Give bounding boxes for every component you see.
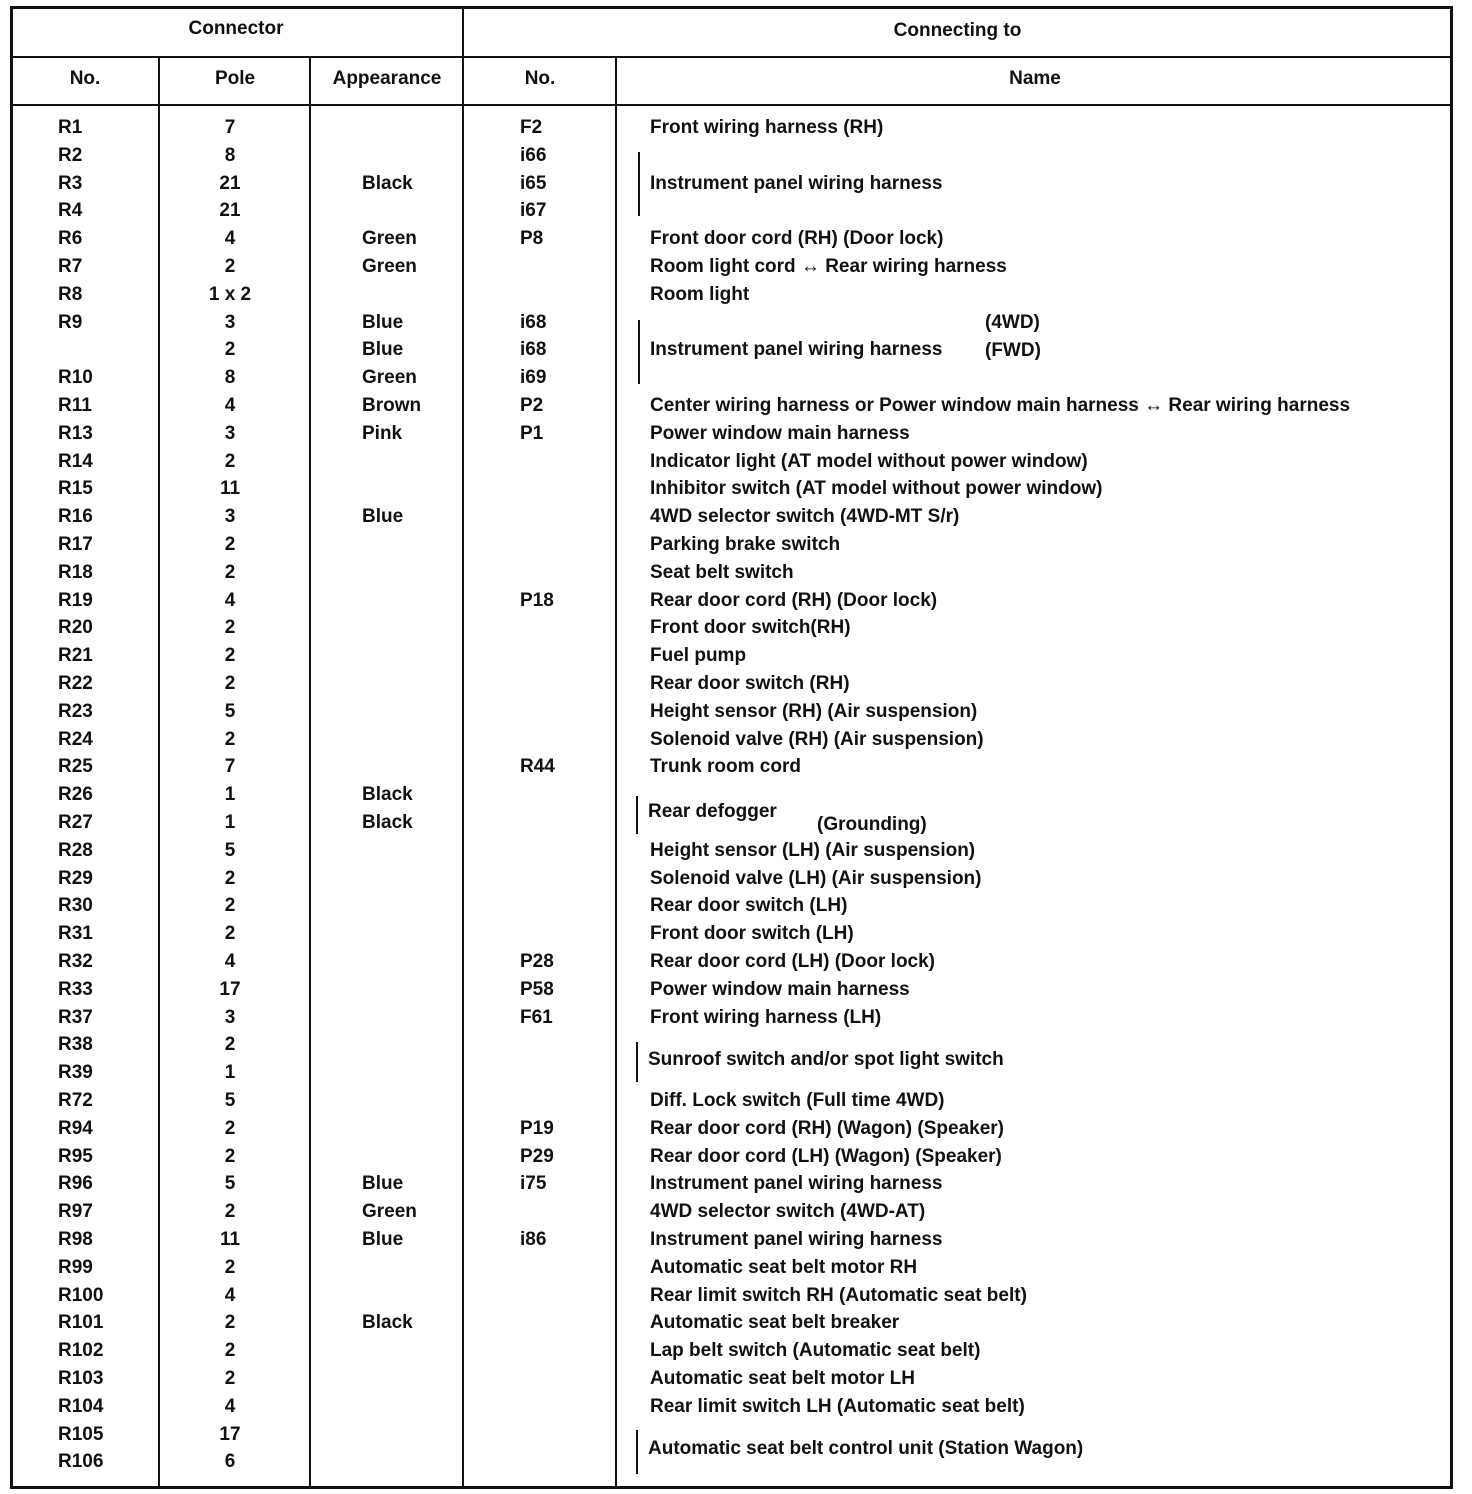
cell-name: 4WD selector switch (4WD-AT) [650, 1201, 926, 1222]
cell-connecting-no: F61 [520, 1007, 553, 1028]
cell-appearance: Black [362, 784, 413, 805]
cell-connector-no: R99 [58, 1257, 93, 1278]
cell-connector-no: R94 [58, 1118, 93, 1139]
cell-appearance: Blue [362, 1173, 404, 1194]
cell-appearance: Blue [362, 1229, 404, 1250]
cell-connector-no: R1 [58, 117, 83, 138]
cell-pole: 5 [224, 1173, 236, 1194]
cell-connector-no: R25 [58, 756, 93, 777]
note-rear-defogger: Rear defogger [648, 801, 777, 822]
cell-connector-no: R17 [58, 534, 93, 555]
cell-connector-no: R105 [58, 1424, 104, 1445]
cell-connecting-no: i69 [520, 367, 547, 388]
cell-connector-no: R23 [58, 701, 93, 722]
cell-name: Instrument panel wiring harness [650, 173, 943, 194]
cell-connector-no: R24 [58, 729, 93, 750]
cell-connector-no: R101 [58, 1312, 104, 1333]
cell-appearance: Brown [362, 395, 422, 416]
cell-connecting-no: P29 [520, 1146, 554, 1167]
cell-connecting-no: P58 [520, 979, 554, 1000]
cell-connecting-no: i68 [520, 339, 547, 360]
cell-pole: 2 [224, 1312, 236, 1333]
cell-name: Fuel pump [650, 645, 747, 666]
cell-pole: 11 [219, 478, 241, 499]
cell-connecting-no: P1 [520, 423, 544, 444]
cell-pole: 7 [224, 117, 236, 138]
brace-sunroof [636, 1042, 638, 1082]
cell-appearance: Black [362, 1312, 413, 1333]
cell-name: Rear limit switch RH (Automatic seat belt) [650, 1285, 1027, 1306]
cell-connector-no: R4 [58, 200, 83, 221]
divider-no-name [615, 56, 617, 1486]
divider-connector-connecting [462, 6, 464, 1486]
cell-connecting-no: i66 [520, 145, 547, 166]
cell-pole: 2 [224, 645, 236, 666]
cell-name: Height sensor (LH) (Air suspension) [650, 840, 976, 861]
cell-connector-no: R102 [58, 1340, 104, 1361]
cell-pole: 1 [224, 812, 236, 833]
cell-pole: 4 [224, 228, 236, 249]
cell-connector-no: R3 [58, 173, 83, 194]
brace-instrument-1 [638, 152, 640, 216]
cell-name: Power window main harness [650, 423, 910, 444]
cell-name: Room light [650, 284, 750, 305]
cell-connector-no: R31 [58, 923, 93, 944]
cell-connecting-no: i67 [520, 200, 547, 221]
cell-connector-no: R19 [58, 590, 93, 611]
cell-name: Rear door switch (LH) [650, 895, 848, 916]
cell-name: Automatic seat belt breaker [650, 1312, 900, 1333]
cell-pole: 2 [224, 562, 236, 583]
cell-pole: 2 [224, 895, 236, 916]
cell-pole: 5 [224, 701, 236, 722]
cell-pole: 4 [224, 1396, 236, 1417]
cell-connector-no: R10 [58, 367, 93, 388]
cell-pole: 3 [224, 423, 236, 444]
cell-pole: 5 [224, 1090, 236, 1111]
brace-instrument-2 [638, 320, 640, 384]
brace-seat-belt-unit [636, 1430, 638, 1474]
cell-pole: 1 [224, 1062, 236, 1083]
note-4wd: (4WD) [985, 312, 1040, 333]
cell-connector-no: R2 [58, 145, 83, 166]
cell-connecting-no: P8 [520, 228, 544, 249]
cell-connector-no: R22 [58, 673, 93, 694]
cell-pole: 2 [224, 1146, 236, 1167]
cell-name: Diff. Lock switch (Full time 4WD) [650, 1090, 945, 1111]
cell-pole: 8 [224, 145, 236, 166]
cell-connector-no: R9 [58, 312, 83, 333]
cell-connector-no: R106 [58, 1451, 104, 1472]
cell-pole: 2 [224, 729, 236, 750]
cell-connector-no: R33 [58, 979, 93, 1000]
cell-name: Seat belt switch [650, 562, 794, 583]
cell-connector-no: R104 [58, 1396, 104, 1417]
cell-pole: 1 [224, 784, 236, 805]
header-appearance: Appearance [332, 68, 442, 89]
note-seat-belt-unit: Automatic seat belt control unit (Station Wagon) [648, 1438, 1084, 1459]
cell-connector-no: R98 [58, 1229, 93, 1250]
cell-connector-no: R21 [58, 645, 93, 666]
cell-appearance: Black [362, 812, 413, 833]
cell-pole: 3 [224, 312, 236, 333]
cell-connector-no: R96 [58, 1173, 93, 1194]
cell-connector-no: R32 [58, 951, 93, 972]
cell-pole: 2 [224, 339, 236, 360]
cell-name: Solenoid valve (RH) (Air suspension) [650, 729, 984, 750]
cell-connector-no: R103 [58, 1368, 104, 1389]
cell-connector-no: R18 [58, 562, 93, 583]
cell-pole: 2 [224, 256, 236, 277]
cell-connector-no: R16 [58, 506, 93, 527]
cell-name: Automatic seat belt motor RH [650, 1257, 918, 1278]
cell-connector-no: R7 [58, 256, 83, 277]
cell-connecting-no: i75 [520, 1173, 547, 1194]
cell-appearance: Blue [362, 312, 404, 333]
note-sunroof: Sunroof switch and/or spot light switch [648, 1049, 1004, 1070]
cell-connector-no: R39 [58, 1062, 93, 1083]
cell-pole: 21 [219, 173, 241, 194]
cell-name: Rear door cord (RH) (Door lock) [650, 590, 938, 611]
header-connecting-no: No. [524, 68, 556, 89]
cell-name: Front wiring harness (RH) [650, 117, 884, 138]
cell-connector-no: R11 [58, 395, 92, 416]
cell-connector-no: R72 [58, 1090, 93, 1111]
cell-appearance: Black [362, 173, 413, 194]
cell-connecting-no: P19 [520, 1118, 554, 1139]
cell-pole: 5 [224, 840, 236, 861]
cell-connector-no: R15 [58, 478, 93, 499]
cell-name: 4WD selector switch (4WD-MT S/r) [650, 506, 960, 527]
cell-name: Rear door cord (LH) (Door lock) [650, 951, 936, 972]
cell-appearance: Green [362, 1201, 417, 1222]
cell-connector-no: R28 [58, 840, 93, 861]
cell-pole: 3 [224, 1007, 236, 1028]
cell-connecting-no: P28 [520, 951, 554, 972]
cell-name: Front door cord (RH) (Door lock) [650, 228, 944, 249]
header-name: Name [1009, 68, 1061, 89]
cell-connector-no: R38 [58, 1034, 93, 1055]
cell-pole: 2 [224, 1118, 236, 1139]
cell-pole: 17 [219, 979, 241, 1000]
cell-name: Rear door switch (RH) [650, 673, 850, 694]
cell-appearance: Blue [362, 339, 404, 360]
header-line-1 [10, 56, 1453, 58]
header-connector: Connector [188, 18, 284, 39]
header-line-2 [10, 104, 1453, 106]
cell-pole: 2 [224, 1368, 236, 1389]
cell-appearance: Green [362, 228, 417, 249]
cell-connector-no: R26 [58, 784, 93, 805]
cell-connecting-no: P18 [520, 590, 554, 611]
cell-pole: 2 [224, 923, 236, 944]
cell-pole: 4 [224, 395, 236, 416]
cell-connecting-no: i86 [520, 1229, 547, 1250]
cell-pole: 2 [224, 451, 236, 472]
cell-name: Rear door cord (RH) (Wagon) (Speaker) [650, 1118, 1004, 1139]
cell-pole: 21 [219, 200, 241, 221]
cell-pole: 17 [219, 1424, 241, 1445]
cell-pole: 3 [224, 506, 236, 527]
cell-connector-no: R30 [58, 895, 93, 916]
cell-pole: 6 [224, 1451, 236, 1472]
cell-pole: 4 [224, 1285, 236, 1306]
cell-connector-no: R100 [58, 1285, 104, 1306]
cell-pole: 2 [224, 1034, 236, 1055]
cell-name: Instrument panel wiring harness [650, 1173, 943, 1194]
cell-pole: 7 [224, 756, 236, 777]
cell-pole: 2 [224, 617, 236, 638]
divider-pole-appearance [309, 56, 311, 1486]
cell-name: Front door switch (LH) [650, 923, 854, 944]
cell-connector-no: R97 [58, 1201, 93, 1222]
cell-appearance: Green [362, 256, 417, 277]
cell-name: Solenoid valve (LH) (Air suspension) [650, 868, 982, 889]
cell-pole: 2 [224, 1340, 236, 1361]
cell-pole: 2 [224, 673, 236, 694]
note-fwd: (FWD) [985, 340, 1041, 361]
cell-name: Inhibitor switch (AT model without power window) [650, 478, 1103, 499]
cell-connector-no: R13 [58, 423, 93, 444]
cell-pole: 2 [224, 534, 236, 555]
cell-connector-no: R37 [58, 1007, 93, 1028]
cell-pole: 2 [224, 868, 236, 889]
cell-pole: 2 [224, 1257, 236, 1278]
brace-defogger [636, 796, 638, 834]
cell-connector-no: R29 [58, 868, 93, 889]
cell-name: Front door switch(RH) [650, 617, 851, 638]
cell-name: Indicator light (AT model without power window) [650, 451, 1088, 472]
cell-name: Front wiring harness (LH) [650, 1007, 882, 1028]
cell-pole: 4 [224, 951, 236, 972]
cell-pole: 4 [224, 590, 236, 611]
cell-connector-no: R95 [58, 1146, 93, 1167]
cell-connecting-no: P2 [520, 395, 544, 416]
header-connecting-to: Connecting to [893, 20, 1022, 41]
cell-name: Power window main harness [650, 979, 910, 1000]
cell-connector-no: R8 [58, 284, 83, 305]
cell-appearance: Green [362, 367, 417, 388]
cell-connecting-no: i65 [520, 173, 547, 194]
cell-connector-no: R20 [58, 617, 93, 638]
cell-pole: 1 x 2 [208, 284, 252, 305]
header-no: No. [69, 68, 101, 89]
cell-name: Instrument panel wiring harness [650, 339, 943, 360]
cell-name: Instrument panel wiring harness [650, 1229, 943, 1250]
cell-appearance: Pink [362, 423, 403, 444]
cell-pole: 11 [219, 1229, 241, 1250]
cell-name: Height sensor (RH) (Air suspension) [650, 701, 978, 722]
cell-name: Center wiring harness or Power window main harness ↔ Rear wiring harness [650, 395, 1351, 416]
cell-connector-no: R14 [58, 451, 93, 472]
cell-name: Lap belt switch (Automatic seat belt) [650, 1340, 981, 1361]
cell-connector-no: R6 [58, 228, 83, 249]
cell-connecting-no: F2 [520, 117, 543, 138]
cell-name: Automatic seat belt motor LH [650, 1368, 915, 1389]
header-pole: Pole [214, 68, 256, 89]
cell-name: Rear limit switch LH (Automatic seat belt) [650, 1396, 1025, 1417]
cell-name: Room light cord ↔ Rear wiring harness [650, 256, 1007, 277]
cell-connecting-no: i68 [520, 312, 547, 333]
cell-connector-no: R27 [58, 812, 93, 833]
note-grounding: (Grounding) [817, 814, 927, 835]
cell-name: Parking brake switch [650, 534, 841, 555]
cell-pole: 8 [224, 367, 236, 388]
cell-name: Trunk room cord [650, 756, 801, 777]
cell-appearance: Blue [362, 506, 404, 527]
cell-name: Rear door cord (LH) (Wagon) (Speaker) [650, 1146, 1002, 1167]
cell-pole: 2 [224, 1201, 236, 1222]
cell-connecting-no: R44 [520, 756, 555, 777]
